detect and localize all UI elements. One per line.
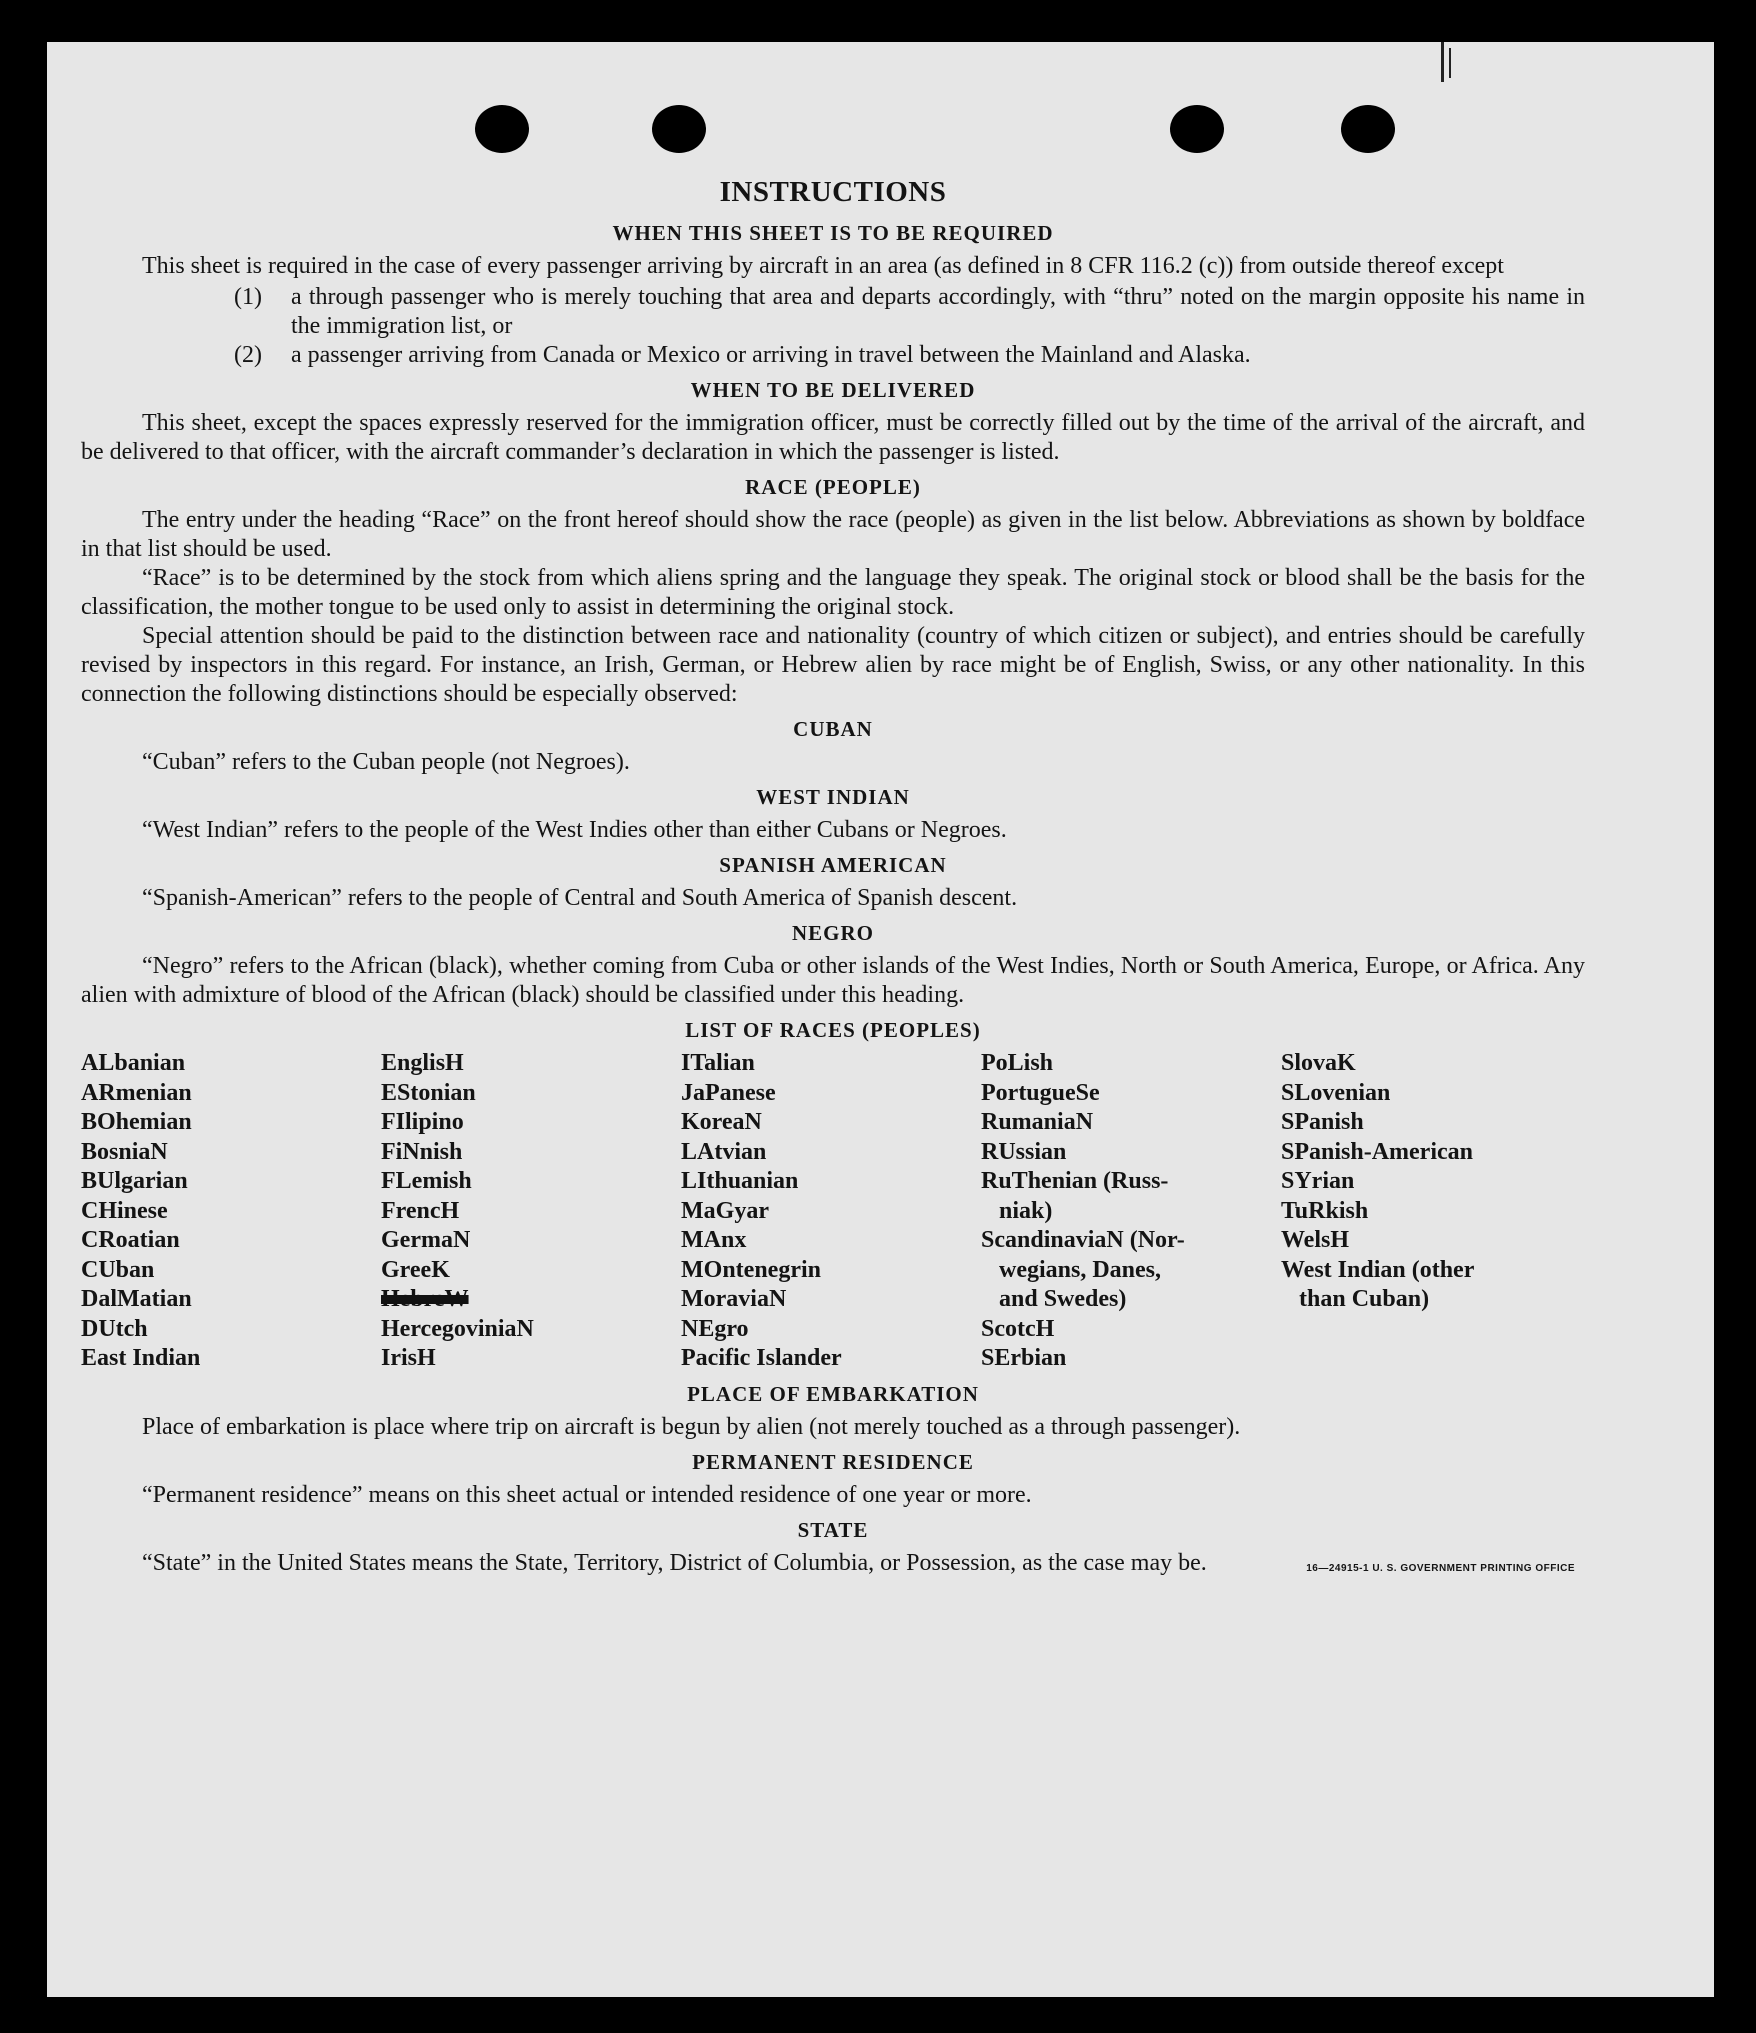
race-entry: TuRkish xyxy=(1281,1197,1369,1224)
punch-hole xyxy=(1170,105,1224,153)
heading-embarkation: PLACE OF EMBARKATION xyxy=(687,1381,979,1406)
required-intro: This sheet is required in the case of every passenger arriving by aircraft in an area (as defined in 8 CFR 116.2 (c)) from outside thereof except xyxy=(142,253,1504,279)
race-paragraph-3: Special attention should be paid to the distinction between race and nationality (country of which citizen or subject), and entries should be carefully revised by inspectors in this regard. For instance, an Irish, German, or Hebrew alien by race might be of English, Swiss, or any other nationality. In this connection the following distinctions should be especially observed: xyxy=(81,623,1585,707)
item-number: (2) xyxy=(234,342,262,368)
punch-hole xyxy=(1341,105,1395,153)
embarkation-text: Place of embarkation is place where trip on aircraft is begun by alien (not merely touched as a through passenger). xyxy=(142,1413,1241,1440)
heading-when-delivered: WHEN TO BE DELIVERED xyxy=(690,378,976,402)
punch-hole xyxy=(652,105,706,153)
race-column xyxy=(1281,1049,1581,1374)
race-entry: DalMatian xyxy=(81,1286,192,1312)
race-entry: BosniaN xyxy=(81,1138,168,1165)
scan-speck xyxy=(1449,48,1451,78)
state-block xyxy=(81,1549,1585,1578)
race-entry: MaGyar xyxy=(681,1197,769,1224)
page-title: INSTRUCTIONS xyxy=(719,176,947,208)
race-entry: GermaN xyxy=(381,1227,471,1253)
race-entry: EStonian xyxy=(381,1079,476,1106)
printer-imprint: 16—24915-1 U. S. GOVERNMENT PRINTING OFFICE xyxy=(1306,1562,1575,1574)
heading-race: RACE (PEOPLE) xyxy=(745,475,921,499)
race-entry: FIlipino xyxy=(381,1109,464,1135)
heading-state: STATE xyxy=(797,1517,869,1542)
race-entry: CUban xyxy=(81,1256,155,1283)
race-entry: ScotcH xyxy=(981,1315,1055,1342)
exception-item xyxy=(81,341,1585,370)
race-entry: MAnx xyxy=(681,1227,747,1253)
exception-item xyxy=(81,283,1585,341)
race-entry: KoreaN xyxy=(681,1109,762,1135)
race-entry: Pacific Islander xyxy=(681,1345,842,1371)
race-entry: MoraviaN xyxy=(681,1286,787,1312)
race-list xyxy=(81,1049,1585,1374)
race-entry: SErbian xyxy=(981,1345,1067,1371)
race-entry: FrencH xyxy=(381,1197,460,1224)
heading-list-of-races: LIST OF RACES (PEOPLES) xyxy=(685,1018,981,1042)
west-indian-text: “West Indian” refers to the people of the West Indies other than either Cubans or Negroes. xyxy=(142,817,1007,843)
race-entry: and Swedes) xyxy=(981,1286,1127,1312)
race-entry: LAtvian xyxy=(681,1138,767,1165)
race-entry: ITalian xyxy=(681,1050,755,1076)
race-entry: West Indian (other xyxy=(1281,1256,1475,1283)
race-entry: niak) xyxy=(981,1197,1053,1224)
race-entry: than Cuban) xyxy=(1281,1286,1430,1312)
heading-spanish-american: SPANISH AMERICAN xyxy=(719,853,947,877)
race-entry: FLemish xyxy=(381,1168,472,1194)
item-text: a passenger arriving from Canada or Mexico or arriving in travel between the Mainland and Alaska. xyxy=(291,342,1251,368)
race-entry: NEgro xyxy=(681,1315,749,1342)
residence-text: “Permanent residence” means on this sheet actual or intended residence of one year or more. xyxy=(142,1481,1032,1508)
exception-list xyxy=(81,283,1585,370)
race-entry: BUlgarian xyxy=(81,1168,188,1194)
race-entry: MOntenegrin xyxy=(681,1256,821,1283)
race-entry: PortugueSe xyxy=(981,1079,1100,1106)
race-entry: SLovenian xyxy=(1281,1079,1391,1106)
race-entry: SlovaK xyxy=(1281,1050,1356,1076)
race-entry: BOhemian xyxy=(81,1109,192,1135)
race-entry: WelsH xyxy=(1281,1227,1350,1253)
race-paragraph-1: The entry under the heading “Race” on the front hereof should show the race (people) as given in the list below. Abbreviations as shown by boldface in that list should be used. xyxy=(81,507,1585,562)
race-entry: LIthuanian xyxy=(681,1168,799,1194)
heading-when-required: WHEN THIS SHEET IS TO BE REQUIRED xyxy=(612,221,1054,245)
spanish-american-text: “Spanish-American” refers to the people of Central and South America of Spanish descent. xyxy=(142,885,1018,911)
race-entry: CRoatian xyxy=(81,1227,180,1253)
race-entry: wegians, Danes, xyxy=(981,1256,1162,1283)
race-entry: East Indian xyxy=(81,1345,201,1371)
race-column xyxy=(681,1049,981,1374)
race-column xyxy=(381,1049,681,1374)
item-text: a through passenger who is merely touching that area and departs accordingly, with “thru” noted on the margin opposite his name in the immigration list, or xyxy=(291,284,1585,339)
delivered-text: This sheet, except the spaces expressly reserved for the immigration officer, must be correctly filled out by the time of the arrival of the aircraft, and be delivered to that officer, with the aircraft commander’s declaration in which the passenger is listed. xyxy=(81,410,1585,465)
race-entry-struck-out: HebreW xyxy=(381,1286,469,1312)
cuban-text: “Cuban” refers to the Cuban people (not Negroes). xyxy=(142,749,630,775)
race-entry: FiNnish xyxy=(381,1138,463,1165)
race-entry: JaPanese xyxy=(681,1079,776,1106)
race-entry: SYrian xyxy=(1281,1168,1355,1194)
race-entry: HercegoviniaN xyxy=(381,1315,534,1342)
document-sheet xyxy=(47,42,1714,1997)
punch-hole xyxy=(475,105,529,153)
race-entry: SPanish xyxy=(1281,1109,1364,1135)
race-entry: RumaniaN xyxy=(981,1109,1094,1135)
race-entry: IrisH xyxy=(381,1345,436,1371)
state-text: “State” in the United States means the State, Territory, District of Columbia, or Possession, as the case may be. xyxy=(142,1549,1207,1576)
race-entry: ScandinaviaN (Nor- xyxy=(981,1227,1185,1253)
race-column xyxy=(81,1049,381,1374)
item-number: (1) xyxy=(234,284,262,310)
race-column xyxy=(981,1049,1281,1374)
race-entry: CHinese xyxy=(81,1197,168,1224)
race-entry: GreeK xyxy=(381,1256,450,1283)
heading-west-indian: WEST INDIAN xyxy=(756,785,910,809)
race-entry: RUssian xyxy=(981,1138,1067,1165)
heading-negro: NEGRO xyxy=(791,921,874,945)
race-entry: RuThenian (Russ- xyxy=(981,1168,1169,1194)
race-entry: PoLish xyxy=(981,1050,1054,1076)
race-entry: DUtch xyxy=(81,1315,148,1342)
race-paragraph-2: “Race” is to be determined by the stock from which aliens spring and the language they speak. The original stock or blood shall be the basis for the classification, the mother tongue to be used only to assist in determining the original stock. xyxy=(81,565,1585,620)
negro-text: “Negro” refers to the African (black), whether coming from Cuba or other islands of the West Indies, North or South America, Europe, or Africa. Any alien with admixture of blood of the African (black) should be classified under this heading. xyxy=(81,953,1585,1008)
race-entry: SPanish-American xyxy=(1281,1138,1473,1165)
scan-speck xyxy=(1441,42,1444,82)
race-entry: ARmenian xyxy=(81,1079,192,1106)
heading-permanent-residence: PERMANENT RESIDENCE xyxy=(692,1449,974,1474)
instructions-body xyxy=(81,172,1585,1578)
race-entry: EnglisH xyxy=(381,1050,464,1076)
race-entry: ALbanian xyxy=(81,1050,186,1076)
heading-cuban: CUBAN xyxy=(793,717,873,741)
